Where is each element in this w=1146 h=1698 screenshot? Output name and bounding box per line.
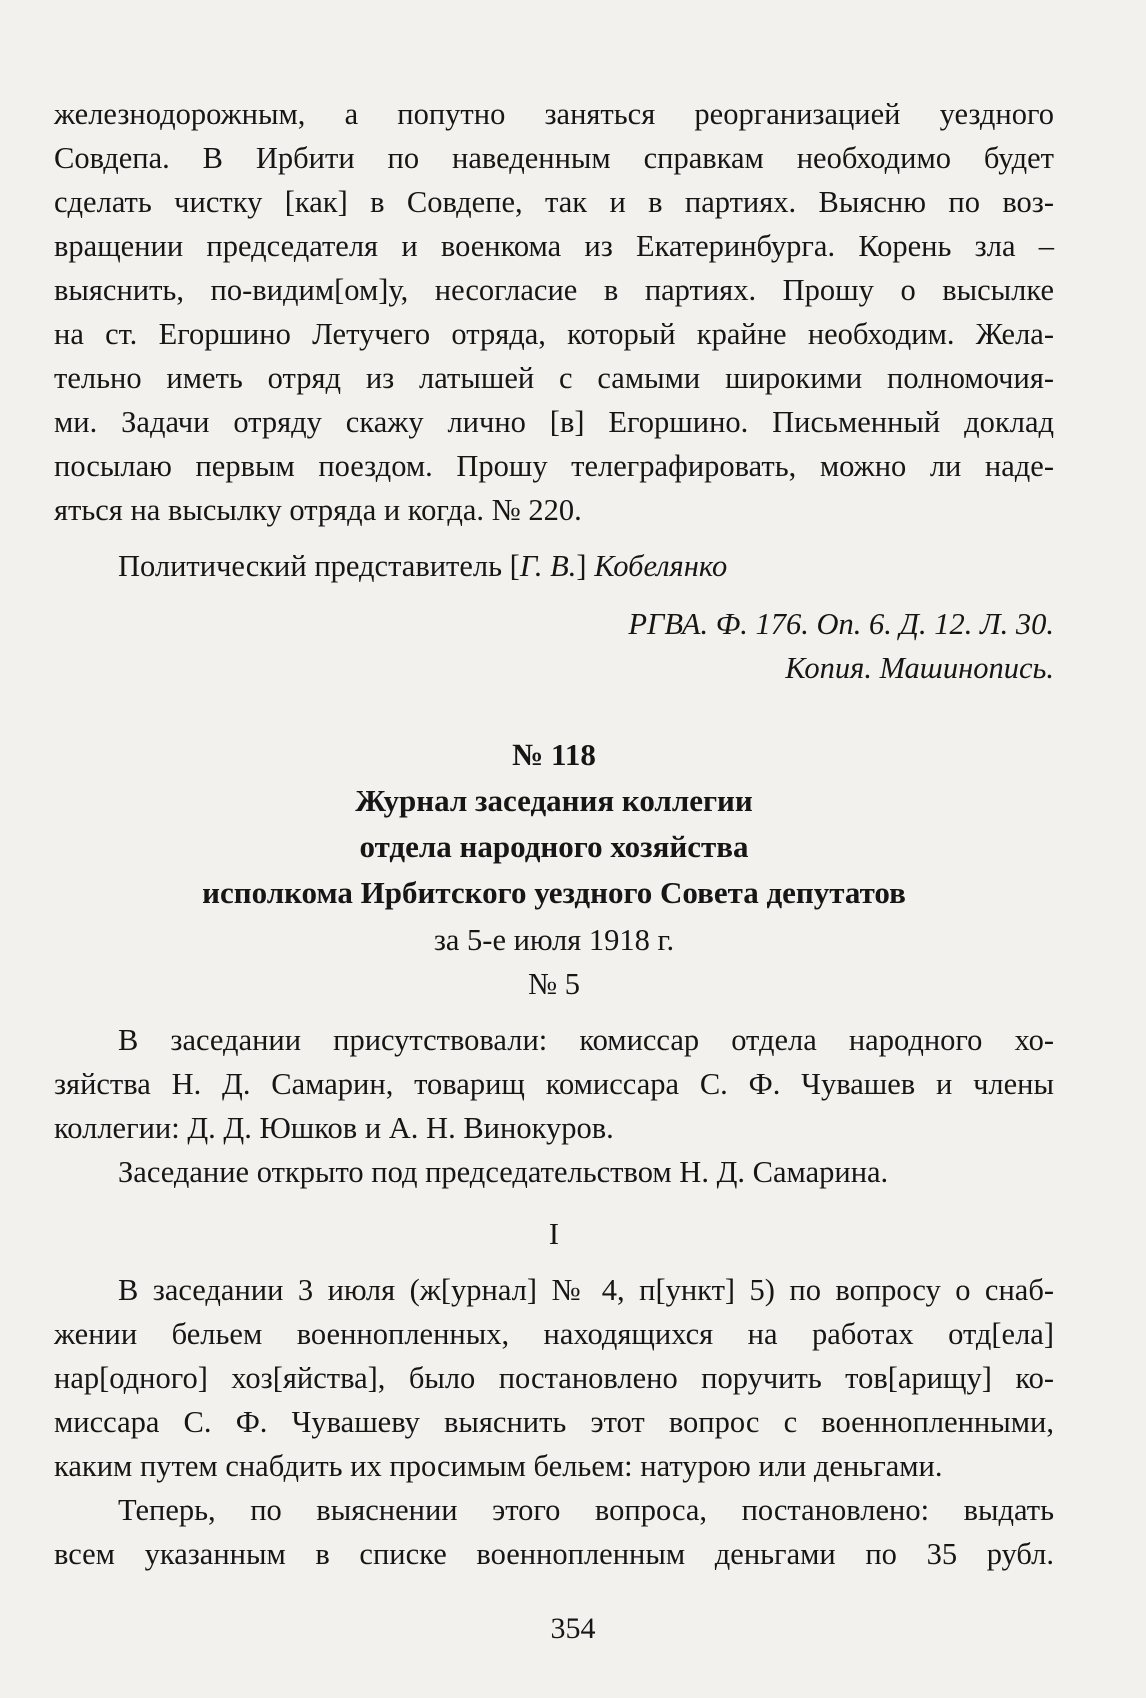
- document-heading: [54, 732, 1054, 916]
- text-line: Заседание открыто под председательством Н. Д. Самарина.: [118, 1155, 889, 1189]
- signature: [54, 544, 1054, 588]
- text-line: посылаю первым поездом. Прошу телеграфировать, можно ли наде-: [54, 449, 1054, 483]
- document-title-line: Журнал заседания коллегии: [355, 783, 753, 818]
- text-line: сделать чистку [как] в Совдепе, так и в партиях. Выясню по воз-: [54, 185, 1054, 219]
- text-line: на ст. Егоршино Летучего отряда, который крайне необходим. Жела-: [54, 317, 1054, 351]
- text-line: тельно иметь отряд из латышей с самыми широкими полномочия-: [54, 361, 1054, 395]
- text-line: всем указанным в списке военнопленным деньгами по 35 рубл.: [54, 1537, 1054, 1571]
- text-line: нар[одного] хоз[яйства], было постановлено поручить тов[арищу] ко-: [54, 1361, 1054, 1395]
- text-line: Теперь, по выяснении этого вопроса, постановлено: выдать: [118, 1493, 1054, 1527]
- archive-source: [54, 602, 1054, 690]
- text-line: яться на высылку отряда и когда. № 220.: [54, 493, 582, 527]
- top-paragraph: [54, 92, 1054, 532]
- text-line: каким путем снабдить их просимым бельем: натурою или деньгами.: [54, 1449, 943, 1483]
- signature-role: Политический представитель [: [118, 549, 520, 583]
- page-body: [54, 92, 1054, 1576]
- signature-initials: Г. В.: [519, 549, 577, 583]
- text-line: жении бельем военнопленных, находящихся на работах отд[ела]: [54, 1317, 1054, 1351]
- copy-note: Копия. Машинопись.: [785, 651, 1054, 685]
- text-line: коллегии: Д. Д. Юшков и А. Н. Винокуров.: [54, 1111, 614, 1145]
- text-line: ми. Задачи отряду скажу лично [в] Егоршино. Письменный доклад: [54, 405, 1054, 439]
- section-numeral: I: [548, 1217, 560, 1251]
- signature-surname: Кобелянко: [594, 549, 728, 583]
- text-line: В заседании присутствовали: комиссар отдела народного хо-: [118, 1023, 1054, 1057]
- text-line: Совдепа. В Ирбити по наведенным справкам необходимо будет: [54, 141, 1054, 175]
- document-number: № 118: [512, 737, 596, 772]
- document-subheading: [54, 918, 1054, 1006]
- text-line: железнодорожным, а попутно заняться реорганизацией уездного: [54, 97, 1054, 131]
- attendance-paragraph: [54, 1018, 1054, 1150]
- text-line: вращении председателя и военкома из Екатеринбурга. Корень зла –: [54, 229, 1054, 263]
- chair-paragraph: [54, 1150, 1054, 1194]
- text-line: зяйства Н. Д. Самарин, товарищ комиссара С. Ф. Чувашев и члены: [54, 1067, 1054, 1101]
- document-title-line: отдела народного хозяйства: [359, 829, 749, 864]
- page-number: 354: [550, 1612, 596, 1645]
- section-paragraph-1: [54, 1268, 1054, 1488]
- document-title-line: исполкома Ирбитского уездного Совета депутатов: [202, 875, 906, 910]
- signature-bracket: ]: [576, 549, 595, 583]
- text-line: миссара С. Ф. Чувашеву выяснить этот вопрос с военнопленными,: [54, 1405, 1054, 1439]
- text-line: выяснить, по-видим[ом]у, несогласие в партиях. Прошу о высылке: [54, 273, 1054, 307]
- text-line: В заседании 3 июля (ж[урнал] № 4, п[ункт] 5) по вопросу о снаб-: [118, 1273, 1054, 1307]
- archive-reference: РГВА. Ф. 176. Оп. 6. Д. 12. Л. 30.: [628, 607, 1054, 641]
- section-paragraph-2: [54, 1488, 1054, 1576]
- journal-number: № 5: [528, 967, 580, 1001]
- document-date: за 5-е июля 1918 г.: [433, 923, 675, 957]
